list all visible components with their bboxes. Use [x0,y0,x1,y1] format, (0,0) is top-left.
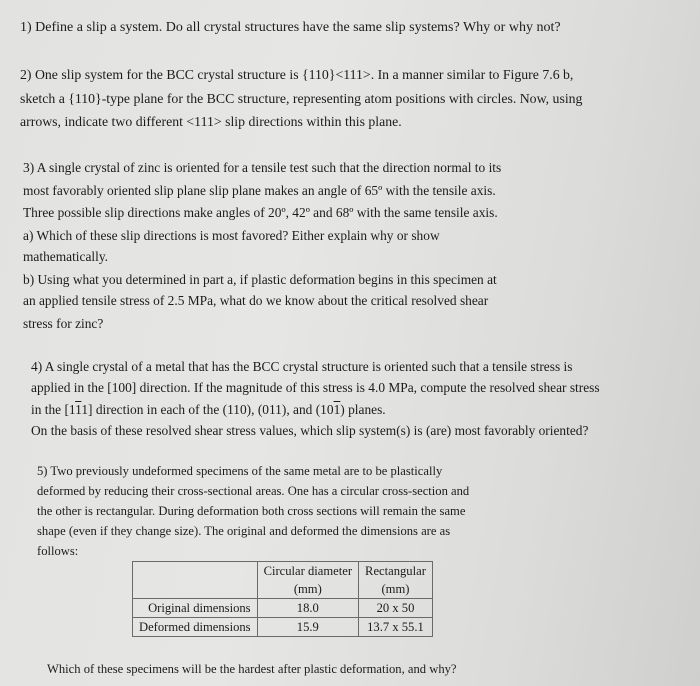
question-3-line-1: 3) A single crystal of zinc is oriented for a tensile test such that the direction normal to its [23,160,502,175]
rectangular-value: 13.7 x 55.1 [359,618,433,637]
question-3-part-a-line-1: a) Which of these slip directions is most favored? Either explain why or show [23,228,440,243]
question-1-text: 1) Define a slip a system. Do all crystal structures have the same slip systems? Why or why not? [20,20,561,35]
table-header-row [133,562,433,581]
question-5-line-1: 5) Two previously undeformed specimens of the same metal are to be plastically [37,464,443,478]
table-row [133,618,433,637]
row-label: Deformed dimensions [133,618,258,637]
question-3-part-b-line-3: stress for zinc? [23,316,104,331]
table-row [133,599,433,618]
question-2-line-2: sketch a {110}-type plane for the BCC structure, representing atom positions with circles. Now, using [20,91,583,106]
table-header-circular: Circular diameter [257,562,358,581]
table-header-rectangular: Rectangular [359,562,433,581]
question-2-line-1: 2) One slip system for the BCC crystal structure is {110}<111>. In a manner similar to Figure 7.6 b, [20,67,574,82]
circular-value: 15.9 [257,618,358,637]
dimensions-table [132,561,433,637]
table-unit-rectangular: (mm) [359,580,433,599]
question-5-line-5: follows: [37,544,79,558]
question-3-line-2: most favorably oriented slip plane slip plane makes an angle of 65º with the tensile axis. [23,183,496,198]
table-unit-circular: (mm) [257,580,358,599]
question-4-line-2: applied in the [100] direction. If the magnitude of this stress is 4.0 MPa, compute the resolved shear stress [31,380,600,395]
question-4-line-4: On the basis of these resolved shear stress values, which slip system(s) is (are) most favorably oriented? [31,423,589,438]
question-3-part-b-line-2: an applied tensile stress of 2.5 MPa, what do we know about the critical resolved shear [23,293,489,308]
circular-value: 18.0 [257,599,358,618]
question-3-line-3: Three possible slip directions make angles of 20º, 42º and 68º with the same tensile axis. [23,205,498,220]
table-corner-cell [133,580,258,599]
question-3-part-a-line-2: mathematically. [23,249,109,264]
question-5-line-3: the other is rectangular. During deformation both cross sections will remain the same [37,504,466,518]
question-5-final-text: Which of these specimens will be the hardest after plastic deformation, and why? [47,662,457,676]
question-5-line-4: shape (even if they change size). The original and deformed the dimensions are as [37,524,451,538]
row-label: Original dimensions [133,599,258,618]
question-4-line-3: in the [111] direction in each of the (110), (011), and (101) planes. [31,402,386,417]
question-3-part-b-line-1: b) Using what you determined in part a, if plastic deformation begins in this specimen at [23,272,497,287]
question-2-line-3: arrows, indicate two different <111> slip directions within this plane. [20,114,402,129]
question-5-line-2: deformed by reducing their cross-sectional areas. One has a circular cross-section and [37,484,470,498]
table-header-units-row [133,580,433,599]
table-corner-cell [133,562,258,581]
rectangular-value: 20 x 50 [359,599,433,618]
question-4-line-1: 4) A single crystal of a metal that has the BCC crystal structure is oriented such that a tensile stress is [31,359,573,374]
